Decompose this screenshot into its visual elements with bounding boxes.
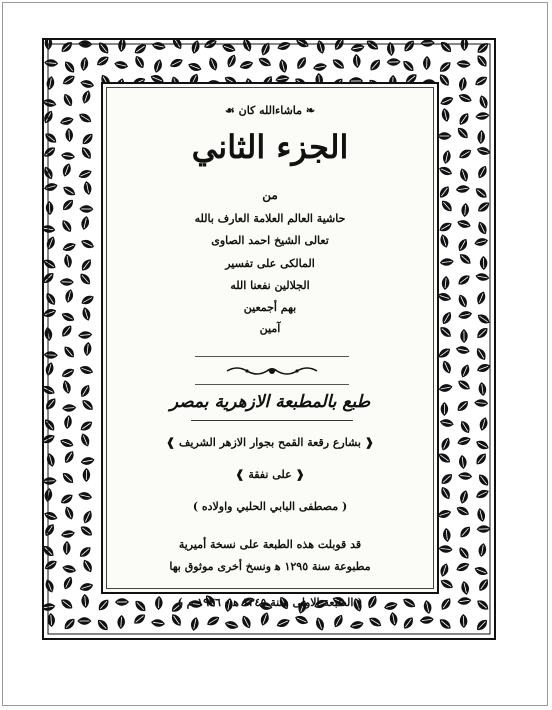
from-label: من: [262, 188, 278, 202]
press-name: طبع بالمطبعة الازهرية بمصر: [169, 392, 371, 412]
volume-title: الجزء الثاني: [191, 128, 349, 166]
author-line: آمين: [259, 322, 281, 335]
collation-line: قد قوبلت هذه الطبعة على نسخة أميرية: [178, 538, 362, 551]
motto-ornament-icon: ☙: [224, 104, 239, 117]
author-line: المالكى على تفسير: [225, 257, 315, 270]
ornament-divider-icon: [225, 364, 319, 378]
divider-rule: [195, 384, 349, 385]
expense-label: ❰ على نفقة ❱: [235, 468, 305, 481]
author-line: الجلالين نفعنا الله: [230, 279, 310, 292]
motto-ornament-icon: ❧: [302, 104, 316, 117]
edition-label: ( الطبعة الاولى سنة ١٣٤٥ ﻫ - ١٩٢٦ م ): [177, 596, 363, 609]
title-panel: [101, 82, 439, 594]
author-line: بهم أجمعين: [243, 301, 297, 314]
divider-rule: [195, 356, 349, 357]
motto-label: ❧ ماشاءالله كان ☙: [224, 104, 316, 117]
collation-line: مطبوعة سنة ١٢٩٥ ﻫ ونسخ أخرى موثوق بها: [169, 560, 371, 573]
bracket-ornament-icon: ❱: [165, 436, 180, 449]
bracket-ornament-icon: ❰: [360, 436, 374, 449]
bracket-ornament-icon: ❱: [235, 468, 249, 481]
press-underline: [191, 420, 353, 421]
publisher-label: ( مصطفى البابي الحلبي واولاده ): [192, 500, 348, 513]
street-label: ❰ بشارع رقعة القمح بجوار الازهر الشريف ❱: [165, 436, 374, 449]
bracket-ornament-icon: ❰: [291, 468, 305, 481]
author-line: تعالى الشيخ احمد الصاوى: [211, 234, 329, 247]
author-line: حاشية العالم العلامة العارف بالله: [194, 212, 346, 225]
